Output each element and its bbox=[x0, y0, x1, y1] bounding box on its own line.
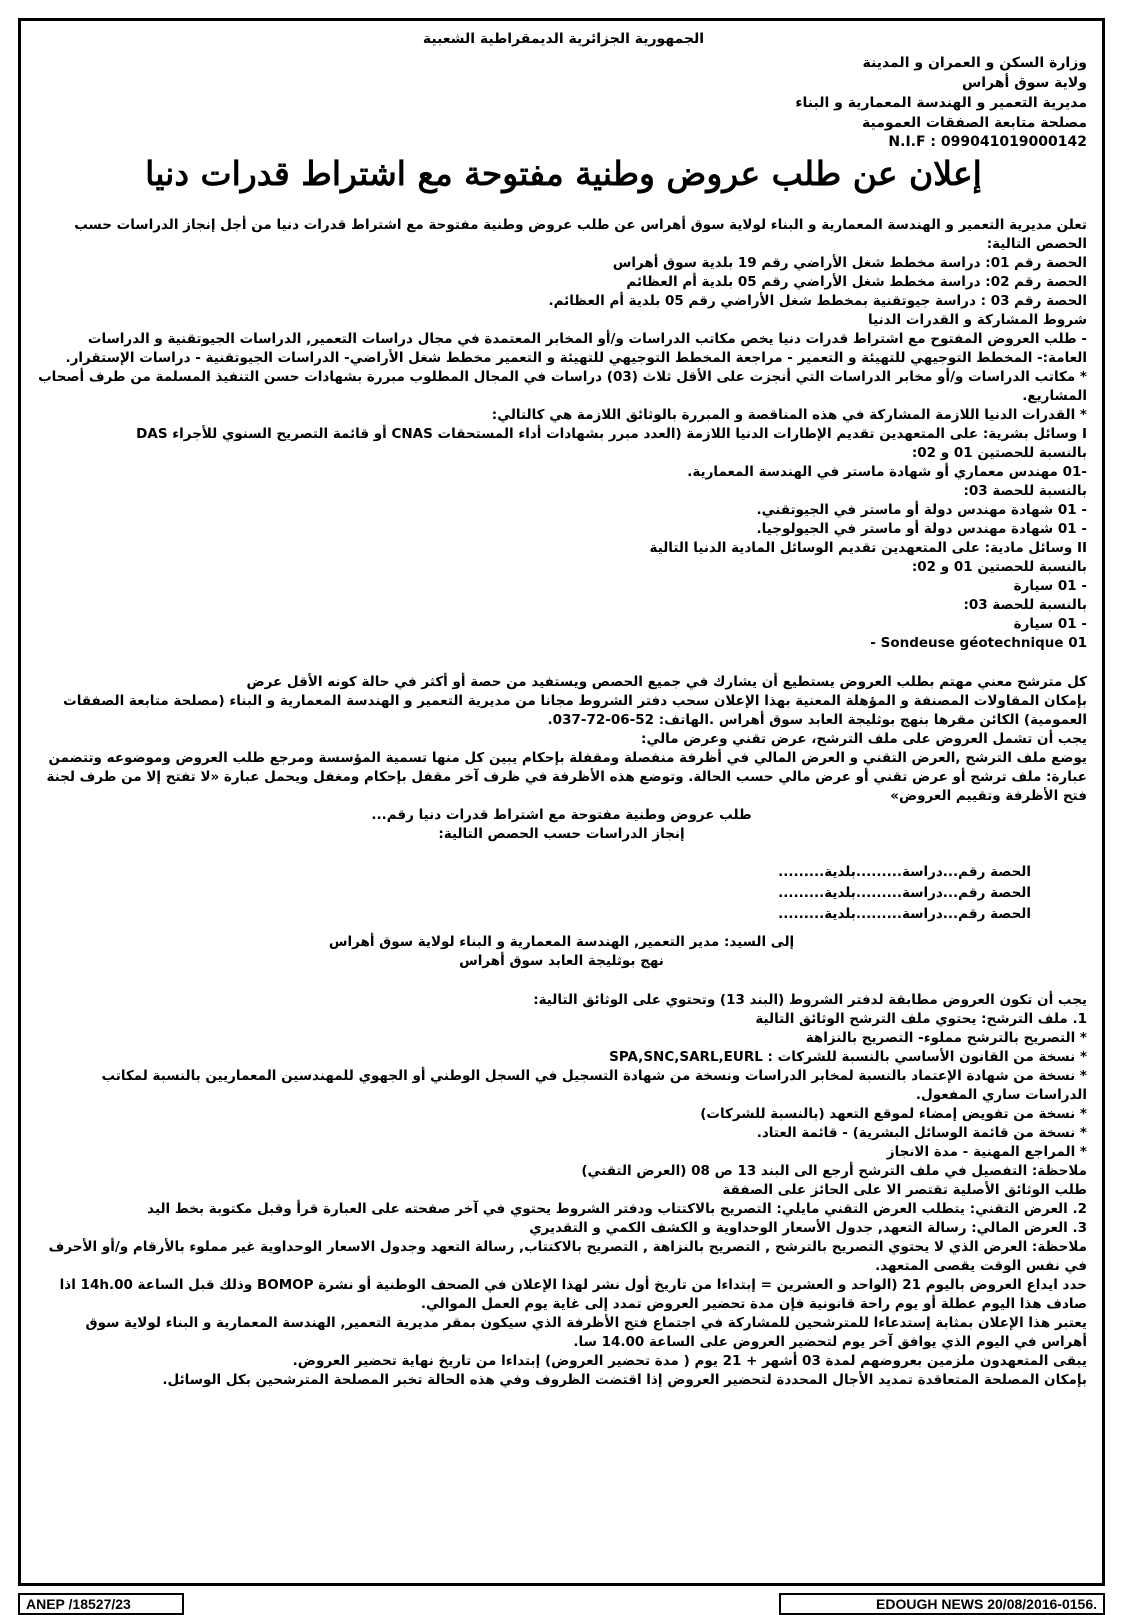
requirement-item: - 01 سيارة bbox=[1013, 616, 1087, 632]
note: ملاحظة: التفصيل في ملف الترشح أرجع الى البند 13 ص 08 (العرض التقني) bbox=[581, 1163, 1087, 1179]
blank-lots bbox=[36, 862, 1031, 925]
invitation-paragraph: يعتبر هذا الإعلان بمثابة إستدعاءا للمترشحين للمشاركة في اجتماع فتح الأظرفة الذي سيكون بمقر مديرية التعمير, الهندسة المعمارية و البناء لولاية سوق أهراس في اليوم الذي يوافق آخر يوم لتحضير العروض على الساعة 14.00 سا. bbox=[85, 1315, 1087, 1350]
ministry-line: وزارة السكن و العمران و المدينة bbox=[862, 55, 1087, 71]
lots-heading: بالنسبة للحصتين 01 و 02: bbox=[911, 559, 1087, 575]
notice-title: إعلان عن طلب عروض وطنية مفتوحة مع اشتراط قدرات دنيا bbox=[145, 154, 982, 193]
addressee: إلى السيد: مدير التعمير, الهندسة المعمارية و البناء لولاية سوق أهراس bbox=[328, 934, 795, 950]
issuing-authority bbox=[36, 53, 1087, 133]
file-item: * المراجع المهنية - مدة الانجاز bbox=[886, 1144, 1087, 1160]
lots-heading: بالنسبة للحصة 03: bbox=[963, 597, 1087, 613]
lot-item: الحصة رقم 01: دراسة مخطط شغل الأراضي رقم 19 بلدية سوق أهراس bbox=[612, 255, 1087, 271]
lot-item: الحصة رقم 03 : دراسة جيوتقنية بمخطط شغل الأراضي رقم 05 بلدية أم العظائم. bbox=[548, 293, 1087, 309]
file-item: * نسخة من شهادة الإعتماد بالنسبة لمخابر الدراسات ونسخة من شهادة التسجيل في السجل الوطني أو الجهوي للمهندسين المعماريين بالنسبة لمكاتب الدراسات ساري المفعول. bbox=[101, 1068, 1087, 1103]
ministry-line: مديرية التعمير و الهندسة المعمارية و البناء bbox=[795, 95, 1087, 111]
intro-paragraph: تعلن مديرية التعمير و الهندسة المعمارية و البناء لولاية سوق أهراس عن طلب عروض وطنية مفتوحة مع اشتراط قدرات دنيا من أجل إنجاز الدراسات حسب الحصص التالية: bbox=[74, 217, 1087, 252]
compliance-paragraph: يجب أن تكون العروض مطابقة لدفتر الشروط (البند 13) وتحتوي على الوثائق التالية: bbox=[533, 992, 1087, 1008]
file-item: * نسخة من قائمة الوسائل البشرية) - قائمة العتاد. bbox=[756, 1125, 1087, 1141]
addressee-address: نهج بوثليجة العابد سوق أهراس bbox=[459, 953, 664, 969]
ministry-line: مصلحة متابعة الصفقات العمومية bbox=[862, 115, 1087, 131]
validity-paragraph: يبقى المتعهدون ملزمين بعروضهم لمدة 03 أشهر + 21 يوم ( مدة تحضير العروض) إبتداءا من تاريخ نهاية تحضير العروض. bbox=[292, 1353, 1087, 1369]
note: طلب الوثائق الأصلية تقتصر الا على الحائز على الصفقة bbox=[722, 1182, 1087, 1198]
extension-paragraph: بإمكان المصلحة المتعاقدة تمديد الأجال المحددة لتحضير العروض إذا اقتضت الظروف وفي هذه الحالة تخبر المصلحة المترشحين بكل الوسائل. bbox=[162, 1372, 1087, 1388]
human-means: I وسائل بشرية: على المتعهدين تقديم الإطارات الدنيا اللازمة (العدد مبرر بشهادات أداء المستحقات CNAS أو قائمة التصريح السنوي للأجراء DAS bbox=[136, 426, 1087, 442]
blank-lot-line: الحصة رقم...دراسة.........بلدية......... bbox=[778, 885, 1031, 901]
withdraw-paragraph: بإمكان المقاولات المصنفة و المؤهلة المعنية بهذا الإعلان سحب دفتر الشروط مجانا من مديرية التعمير و الهندسة المعمارية و البناء (مصلحة متابعة الصفقات العمومية) الكائن مقرها بنهج بوثليجة العابد سوق أهراس .الهاتف: 52-06-72-037. bbox=[63, 693, 1087, 728]
newspaper-reference: EDOUGH NEWS 20/08/2016-0156. bbox=[779, 1593, 1105, 1615]
include-paragraph: يجب أن تشمل العروض على ملف الترشح، عرض تقني وعرض مالي: bbox=[641, 731, 1087, 747]
envelope-line: طلب عروض وطنية مفتوحة مع اشتراط قدرات دنيا رقم... bbox=[371, 807, 752, 823]
material-means: II وسائل مادية: على المتعهدين تقديم الوسائل المادية الدنيا التالية bbox=[649, 540, 1087, 556]
financial-offer: 3. العرض المالي: رسالة التعهد, جدول الأسعار الوحداوية و الكشف الكمي و التقديري bbox=[529, 1220, 1087, 1236]
blank-lot-line: الحصة رقم...دراسة.........بلدية......... bbox=[778, 906, 1031, 922]
lot-item: الحصة رقم 02: دراسة مخطط شغل الأراضي رقم 05 بلدية أم العظائم bbox=[626, 274, 1087, 290]
tax-id: N.I.F : 099041019000142 bbox=[888, 134, 1087, 150]
note: ملاحظة: العرض الذي لا يحتوي التصريح بالترشح , التصريح بالنزاهة , التصريح بالاكتتاب, رسالة التعهد وجدول الاسعار الوحداوية غير مملوء بالأرقام و/أو الأحرف في نفس الوقت يقصى المتعهد. bbox=[48, 1239, 1087, 1274]
requirement-item: -01 مهندس معماري أو شهادة ماستر في الهندسة المعمارية. bbox=[687, 464, 1087, 480]
file-title: 1. ملف الترشح: يحتوي ملف الترشح الوثائق التالية bbox=[755, 1011, 1087, 1027]
requirement-item: - 01 سيارة bbox=[1013, 578, 1087, 594]
file-item: * التصريح بالترشح مملوء- التصريح بالنزاهة bbox=[805, 1030, 1087, 1046]
requirement-item: Sondeuse géotechnique 01 - bbox=[870, 635, 1087, 651]
conditions-title: شروط المشاركة و القدرات الدنيا bbox=[868, 312, 1087, 328]
deadline-paragraph: حدد ايداع العروض باليوم 21 (الواحد و العشرين = إبتداءا من تاريخ أول نشر لهذا الإعلان في الصحف الوطنية أو نشرة BOMOP وذلك قبل الساعة 14h.00 اذا صادف هذا اليوم عطلة أو يوم راحة قانونية فإن مدة تحضير العروض تمدد إلى غاية يوم العمل الموالي. bbox=[59, 1277, 1087, 1312]
ministry-line: ولاية سوق أهراس bbox=[961, 75, 1087, 91]
conditions-paragraph: - طلب العروض المفتوح مع اشتراط قدرات دنيا يخص مكاتب الدراسات و/أو المخابر المعتمدة في مجال دراسات التعمير, الدراسات الجيوتقنية و الدراسات العامة:- المخطط التوجيهي للتهيئة و التعمير - مراجعة المخطط التوجيهي للتهيئة و التعمير مخطط شغل الأراضي- الدراسات الجيوتقنية - دراسات الإستقرار. bbox=[65, 331, 1087, 366]
republic-heading: الجمهورية الجزائرية الديمقراطية الشعبية bbox=[422, 31, 705, 47]
requirement-item: - 01 شهادة مهندس دولة أو ماستر في الجيولوجيا. bbox=[756, 521, 1087, 537]
envelope-line: إنجاز الدراسات حسب الحصص التالية: bbox=[438, 826, 685, 842]
technical-offer: 2. العرض التقني: يتطلب العرض التقني مايلي: التصريح بالاكتتاب ودفتر الشروط يحتوي في آخر صفحته على العبارة قرأ وقبل مكتوبة بخط اليد bbox=[147, 1201, 1087, 1217]
anep-reference: ANEP /18527/23 bbox=[18, 1593, 184, 1615]
conditions-paragraph: * مكاتب الدراسات و/أو مخابر الدراسات التي أنجزت على الأقل ثلاث (03) دراسات في المجال المطلوب مبررة بشهادات حسن التنفيذ المسلمة من طرف أصحاب المشاريع. bbox=[38, 369, 1087, 404]
candidate-paragraph: كل مترشح معني مهتم بطلب العروض يستطيع أن يشارك في جميع الحصص ويستفيد من حصة أو أكثر في حالة كونه الأقل عرض bbox=[246, 674, 1087, 690]
envelopes-paragraph: يوضع ملف الترشح ,العرض التقني و العرض المالي في أظرفة منفصلة ومقفلة بإحكام يبين كل منها تسمية المؤسسة ومرجع طلب العروض وموضوعه وتتضمن عبارة: ملف ترشح أو عرض تقني أو عرض مالي حسب الحالة. وتوضع هذه الأظرفة في ظرف آخر مقفل بإحكام ومغفل ويحمل عبارة «لا تفتح إلا من طرف لجنة فتح الأظرفة وتقييم العروض» bbox=[46, 750, 1087, 804]
requirement-item: - 01 شهادة مهندس دولة أو ماستر في الجيوتقني. bbox=[756, 502, 1087, 518]
lots-heading: بالنسبة للحصتين 01 و 02: bbox=[911, 445, 1087, 461]
lots-heading: بالنسبة للحصة 03: bbox=[963, 483, 1087, 499]
file-item: * نسخة من القانون الأساسي بالنسبة للشركات : SPA,SNC,SARL,EURL bbox=[609, 1049, 1087, 1065]
file-item: * نسخة من تفويض إمضاء لموقع التعهد (بالنسبة للشركات) bbox=[700, 1106, 1087, 1122]
blank-lot-line: الحصة رقم...دراسة.........بلدية......... bbox=[778, 864, 1031, 880]
conditions-paragraph: * القدرات الدنيا اللازمة المشاركة في هذه المناقصة و المبررة بالوثائق اللازمة هي كالتالي: bbox=[491, 407, 1087, 423]
tender-notice bbox=[36, 30, 1091, 1390]
